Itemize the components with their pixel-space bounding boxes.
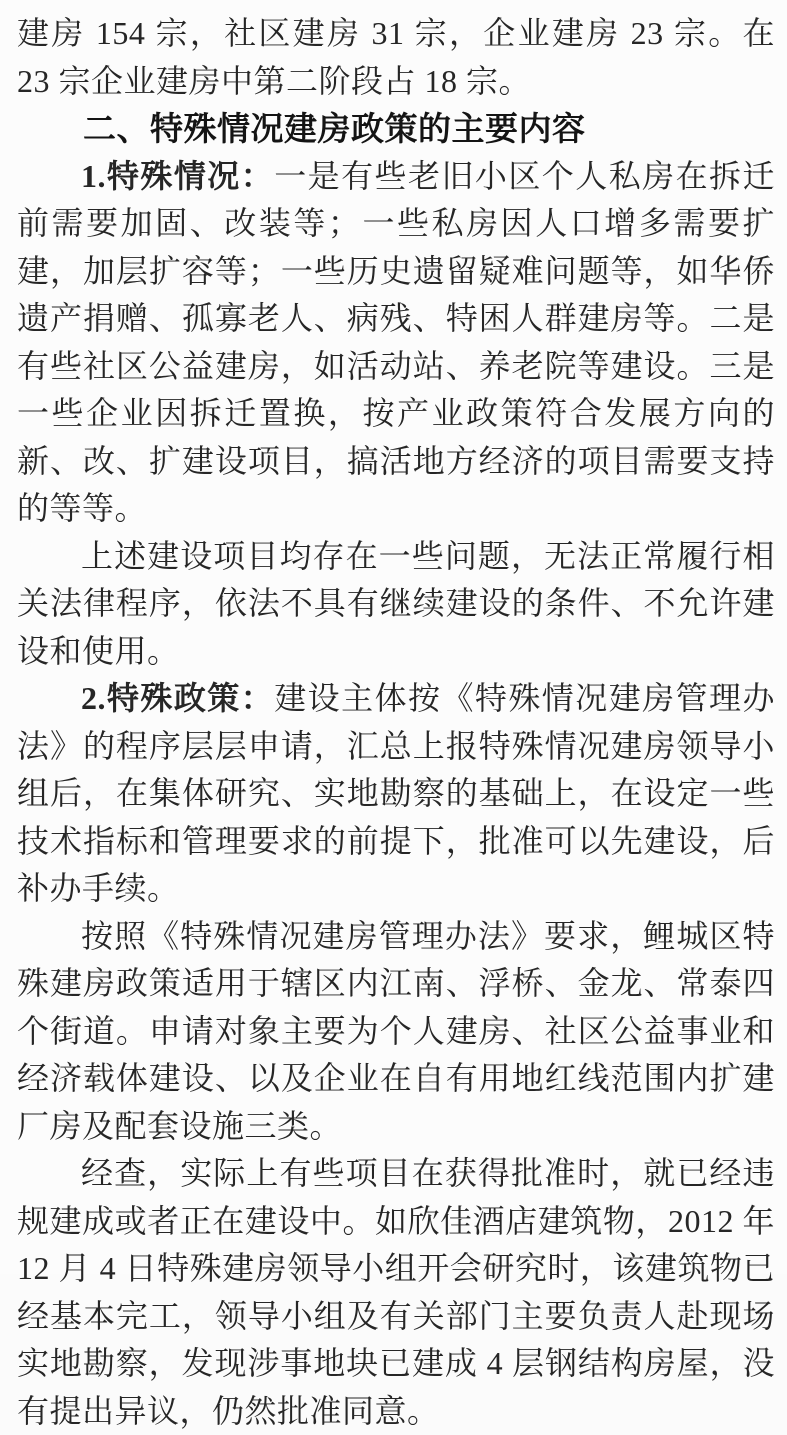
paragraph-issues: [17, 533, 775, 676]
paragraph-text: 建房 154 宗，社区建房 31 宗，企业建房 23 宗。在 23 宗企业建房中第二阶段占 18 宗。: [17, 15, 775, 99]
paragraph-text: 建设主体按《特殊情况建房管理办法》的程序层层申请，汇总上报特殊情况建房领导小组后，在集体研究、实地勘察的基础上，在设定一些技术指标和管理要求的前提下，批准可以先建设，后补办手续。: [17, 680, 775, 906]
paragraph-investigation: [17, 1150, 775, 1435]
paragraph-lead: 2.特殊政策：: [81, 680, 275, 716]
paragraph-special-situations: [17, 153, 775, 533]
paragraph-lead: 1.特殊情况：: [81, 157, 275, 194]
section-heading: 二、特殊情况建房政策的主要内容: [83, 110, 586, 147]
paragraph-continuation: [17, 10, 775, 105]
paragraph-special-policy: [17, 675, 775, 913]
document-body: [17, 10, 775, 1435]
paragraph-text: 经查，实际上有些项目在获得批准时，就已经违规建成或者正在建设中。如欣佳酒店建筑物，2012 年 12 月 4 日特殊建房领导小组开会研究时，该建筑物已经基本完工，领导小组及有关部门主要负责人赴现场实地勘察，发现涉事地块已建成 4 层钢结构房屋，没有提出异议，仍然批准同意。: [17, 1155, 775, 1429]
paragraph-text: 一是有些老旧小区个人私房在拆迁前需要加固、改装等；一些私房因人口增多需要扩建，加层扩容等；一些历史遗留疑难问题等，如华侨遗产捐赠、孤寡老人、病残、特困人群建房等。二是有些社区公益建房，如活动站、养老院等建设。三是一些企业因拆迁置换，按产业政策符合发展方向的新、改、扩建设项目，搞活地方经济的项目需要支持的等等。: [17, 157, 775, 526]
paragraph-text: 按照《特殊情况建房管理办法》要求，鲤城区特殊建房政策适用于辖区内江南、浮桥、金龙、常泰四个街道。申请对象主要为个人建房、社区公益事业和经济载体建设、以及企业在自有用地红线范围内扩建厂房及配套设施三类。: [17, 917, 775, 1144]
paragraph-policy-scope: [17, 913, 775, 1151]
paragraph-text: 上述建设项目均存在一些问题，无法正常履行相关法律程序，依法不具有继续建设的条件、不允许建设和使用。: [17, 537, 775, 669]
